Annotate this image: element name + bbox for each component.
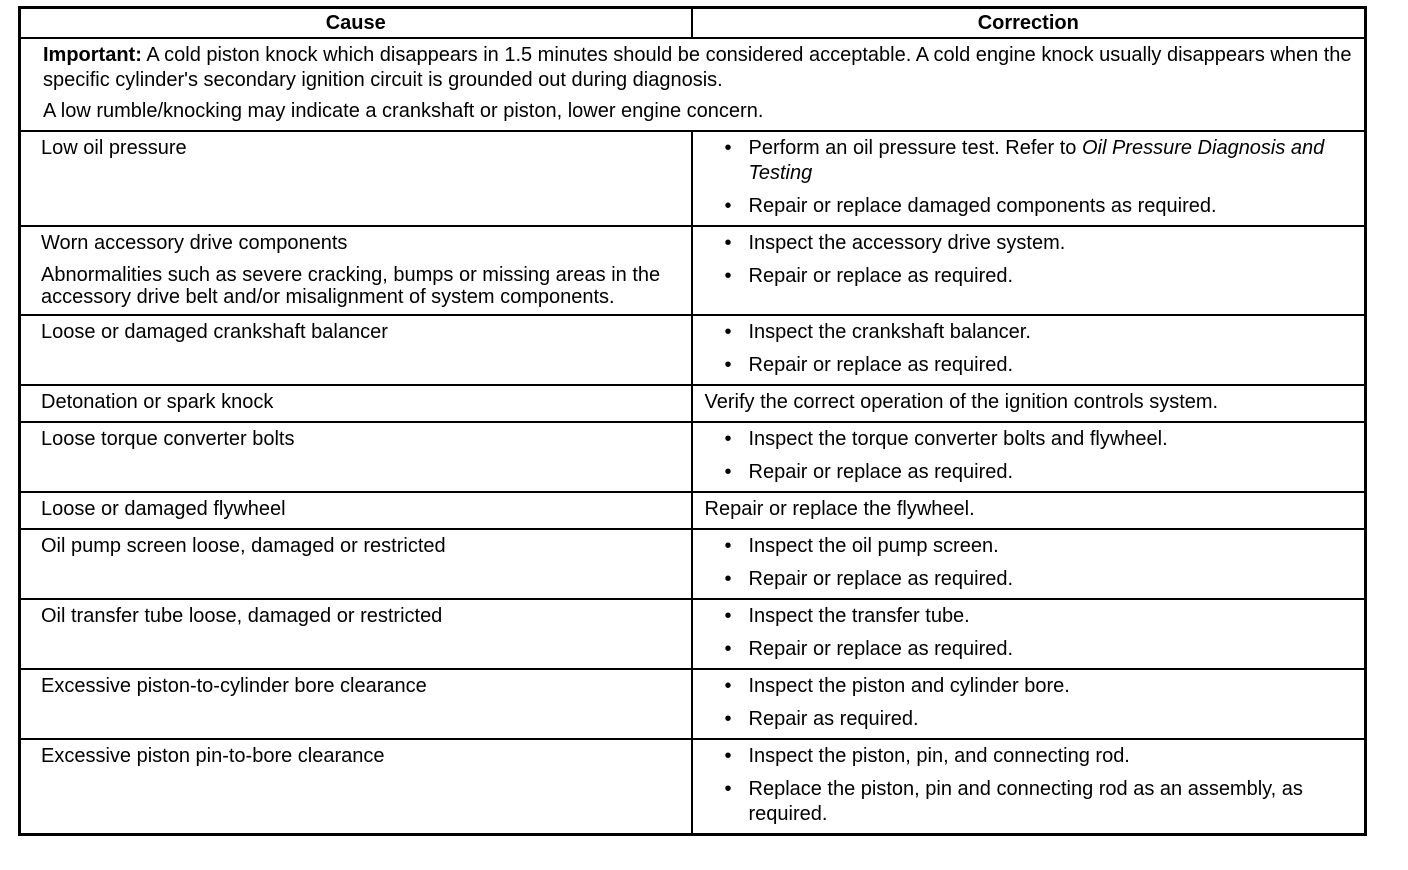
correction-item: [749, 744, 1357, 769]
cause-text: Loose or damaged flywheel: [41, 498, 286, 520]
correction-step: Inspect the oil pump screen.: [748, 535, 999, 557]
cause-cell: [20, 669, 692, 739]
correction-list: [713, 427, 1357, 485]
correction-item: [749, 320, 1357, 345]
correction-item: [749, 777, 1357, 827]
correction-step: Inspect the piston and cylinder bore.: [748, 675, 1070, 697]
correction-step: Replace the piston, pin and connecting rod as an assembly, as required.: [748, 778, 1303, 825]
cause-cell: [20, 315, 692, 385]
cause-column-header: Cause: [20, 8, 692, 39]
table-row: [20, 385, 1366, 422]
cause-cell: [20, 529, 692, 599]
reference-link[interactable]: Oil Pressure Diagnosis and Testing: [748, 137, 1325, 184]
table-row: [20, 739, 1366, 835]
correction-item: [749, 707, 1357, 732]
correction-step: Repair or replace as required.: [748, 461, 1014, 483]
correction-step: Repair or replace as required.: [748, 354, 1014, 376]
table-row: [20, 492, 1366, 529]
correction-step: Repair or replace damaged components as required.: [748, 195, 1217, 217]
cause-text: Worn accessory drive components: [41, 232, 348, 254]
correction-cell: [692, 385, 1366, 422]
correction-list: [713, 534, 1357, 592]
correction-cell: [692, 226, 1366, 315]
correction-cell: [692, 669, 1366, 739]
table-row: [20, 226, 1366, 315]
correction-cell: [692, 131, 1366, 226]
correction-step: Repair or replace as required.: [748, 568, 1014, 590]
correction-cell: [692, 739, 1366, 835]
table-row: [20, 315, 1366, 385]
cause-cell: [20, 131, 692, 226]
correction-cell: [692, 599, 1366, 669]
correction-step: Perform an oil pressure test. Refer to: [748, 137, 1082, 159]
cause-text: Loose or damaged crankshaft balancer: [41, 321, 388, 343]
cause-text: Detonation or spark knock: [41, 391, 274, 413]
cause-text: Oil transfer tube loose, damaged or restricted: [41, 605, 443, 627]
correction-cell: [692, 315, 1366, 385]
correction-cell: [692, 422, 1366, 492]
cause-text: Excessive piston pin-to-bore clearance: [41, 745, 385, 767]
correction-list: [713, 320, 1357, 378]
cause-cell: [20, 599, 692, 669]
correction-list: [713, 136, 1357, 219]
important-label: Important:: [43, 44, 142, 66]
correction-list: [713, 231, 1357, 289]
correction-cell: [692, 529, 1366, 599]
cause-cell: [20, 422, 692, 492]
correction-step: Repair as required.: [748, 708, 919, 730]
correction-item: [749, 460, 1357, 485]
correction-item: [749, 604, 1357, 629]
correction-step: Inspect the crankshaft balancer.: [748, 321, 1031, 343]
correction-item: [749, 353, 1357, 378]
cause-detail: Abnormalities such as severe cracking, bumps or missing areas in the accessory drive belt and/or misalignment of system components.: [41, 264, 661, 308]
table-row: [20, 131, 1366, 226]
correction-list: [713, 604, 1357, 662]
cause-cell: [20, 226, 692, 315]
cause-text: Low oil pressure: [41, 137, 187, 159]
diagnosis-table: [18, 6, 1367, 836]
table-row: [20, 422, 1366, 492]
correction-item: [749, 264, 1357, 289]
correction-text: Repair or replace the flywheel.: [704, 498, 975, 520]
important-note: A low rumble/knocking may indicate a crankshaft or piston, lower engine concern.: [43, 100, 764, 122]
correction-list: [713, 674, 1357, 732]
correction-step: Repair or replace as required.: [748, 265, 1014, 287]
correction-item: [749, 231, 1357, 256]
correction-text: Verify the correct operation of the ignition controls system.: [704, 391, 1219, 413]
correction-step: Repair or replace as required.: [748, 638, 1014, 660]
table-row: [20, 529, 1366, 599]
important-row: [20, 38, 1366, 131]
correction-item: [749, 567, 1357, 592]
cause-cell: [20, 385, 692, 422]
cause-text: Loose torque converter bolts: [41, 428, 295, 450]
correction-item: [749, 637, 1357, 662]
correction-cell: [692, 492, 1366, 529]
table-row: [20, 599, 1366, 669]
header-row: [20, 8, 1366, 39]
correction-column-header: Correction: [692, 8, 1366, 39]
cause-cell: [20, 739, 692, 835]
correction-list: [713, 744, 1357, 827]
correction-item: [749, 194, 1357, 219]
correction-item: [749, 674, 1357, 699]
correction-item: [749, 427, 1357, 452]
correction-step: Inspect the transfer tube.: [748, 605, 970, 627]
correction-step: Inspect the torque converter bolts and flywheel.: [748, 428, 1168, 450]
correction-step: Inspect the piston, pin, and connecting rod.: [748, 745, 1130, 767]
correction-step: Inspect the accessory drive system.: [748, 232, 1066, 254]
cause-text: Oil pump screen loose, damaged or restricted: [41, 535, 446, 557]
important-text: A cold piston knock which disappears in 1.5 minutes should be considered acceptable. A cold engine knock usually disappears when the specific cylinder's secondary ignition circuit is grounded out during diagnosis.: [43, 44, 1352, 91]
cause-cell: [20, 492, 692, 529]
correction-item: [749, 136, 1357, 186]
table-row: [20, 669, 1366, 739]
important-paragraph: [43, 43, 1356, 93]
important-note-cell: [20, 38, 1366, 131]
cause-text: Excessive piston-to-cylinder bore clearance: [41, 675, 427, 697]
correction-item: [749, 534, 1357, 559]
